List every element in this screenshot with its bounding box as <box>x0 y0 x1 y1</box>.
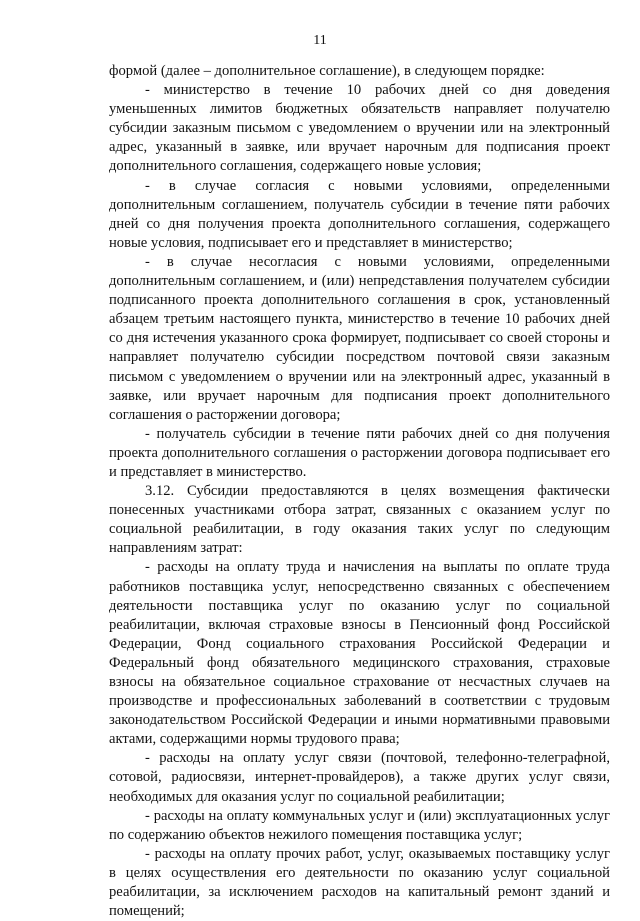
paragraph-continuation: формой (далее – дополнительное соглашение), в следующем порядке: <box>109 63 545 79</box>
document-body <box>109 62 610 921</box>
page-number: 11 <box>313 33 327 48</box>
paragraph-list-item: - получатель субсидии в течение пяти рабочих дней со дня получения проекта дополнительного соглашения о расторжении договора подписывает его и представляет в министерство. <box>109 425 610 480</box>
paragraph-list-item: - расходы на оплату услуг связи (почтовой, телефонно-телеграфной, сотовой, радиосвязи, интернет-провайдеров), а также других услуг связи, необходимых для оказания услуг по социальной реабилитации; <box>109 750 610 805</box>
paragraph-list-item: - в случае согласия с новыми условиями, определенными дополнительным соглашением, получатель субсидии в течение пяти рабочих дней со дня получения проекта дополнительного соглашения, содержащего новые условия, подписывает его и представляет в министерство; <box>109 177 610 251</box>
paragraph-list-item: - расходы на оплату коммунальных услуг и (или) эксплуатационных услуг по содержанию объектов нежилого помещения поставщика услуг; <box>109 807 610 843</box>
paragraph-clause-3-12: 3.12. Субсидии предоставляются в целях возмещения фактически понесенных участниками отбора затрат, связанных с оказанием услуг по социальной реабилитации, в году оказания таких услуг по следующим направлениям затрат: <box>109 483 610 557</box>
paragraph-list-item: - расходы на оплату труда и начисления на выплаты по оплате труда работников поставщика услуг, непосредственно связанных с обеспечением деятельности поставщика услуг по оказанию услуг по социальной реабилитации, включая страховые взносы в Пенсионный фонд Российской Федерации, Фонд социального страхования Российской Федерации и Федеральный фонд обязательного медицинского страхования, страховые взносы на обязательное социальное страхование от несчастных случаев на производстве и профессиональных заболеваний в соответствии с трудовым законодательством Российской Федерации и иными нормативными правовыми актами, содержащими нормы трудового права; <box>109 559 610 748</box>
paragraph-list-item: - министерство в течение 10 рабочих дней со дня доведения уменьшенных лимитов бюджетных обязательств направляет получателю субсидии заказным письмом с уведомлением о вручении или на электронный адрес, указанный в заявке, или вручает нарочным для подписания проект дополнительного соглашения, содержащего новые условия; <box>109 82 610 175</box>
paragraph-list-item: - расходы на оплату прочих работ, услуг, оказываемых поставщику услуг в целях осуществления его деятельности по оказанию услуг социальной реабилитации, за исключением расходов на капитальный ремонт зданий и помещений; <box>109 845 610 920</box>
paragraph-list-item: - в случае несогласия с новыми условиями, определенными дополнительным соглашением, и (или) непредставления получателем субсидии подписанного проекта дополнительного соглашения в срок, установленный абзацем третьим настоящего пункта, министерство в течение 10 рабочих дней со дня истечения указанного срока формирует, подписывает со своей стороны и направляет получателю субсидии посредством почтовой связи заказным письмом с уведомлением о вручении или на электронный адрес, указанный в заявке, или вручает нарочным для подписания проект дополнительного соглашения о расторжении договора; <box>109 253 610 423</box>
